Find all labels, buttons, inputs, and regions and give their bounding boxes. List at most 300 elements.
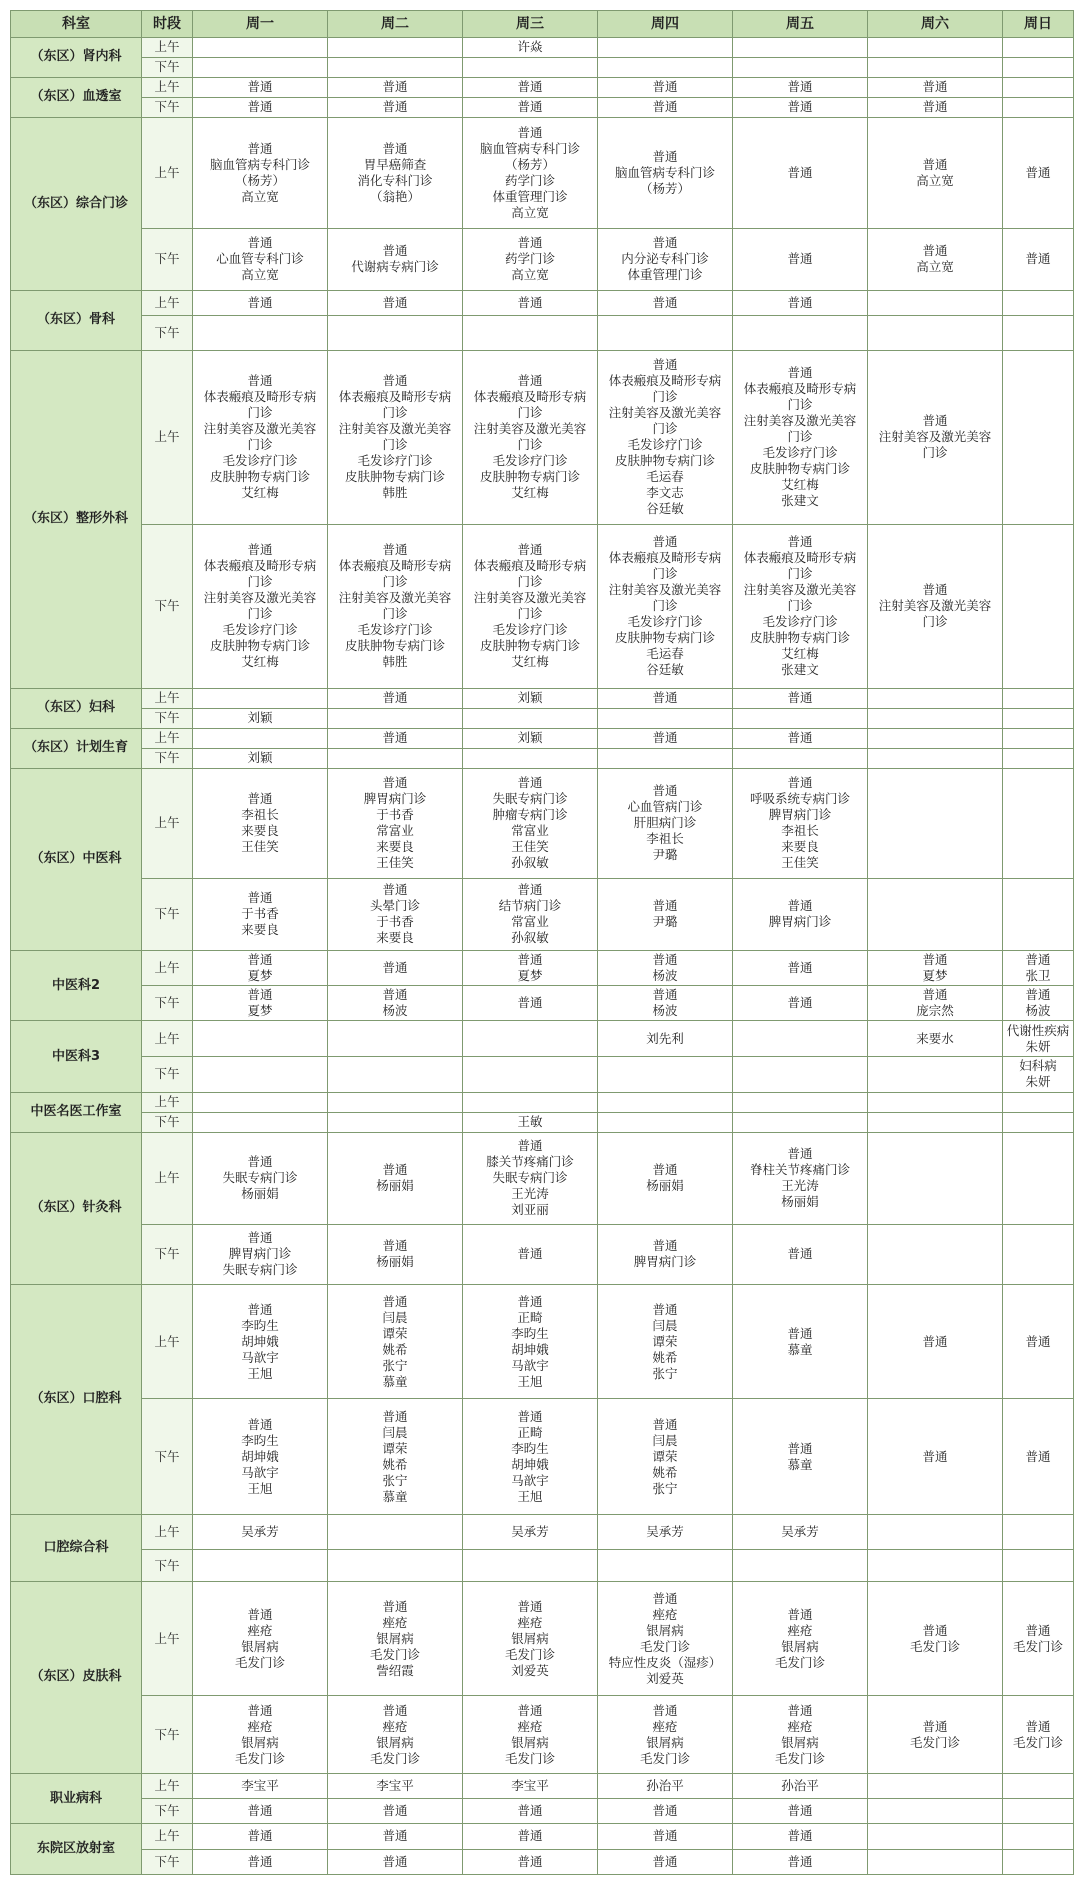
- cell-line: 李祖长: [781, 823, 819, 839]
- schedule-cell: [328, 708, 463, 728]
- cell-line: 普通: [247, 295, 273, 311]
- cell-line: 闫晨: [382, 1424, 408, 1440]
- cell-line: 普通: [652, 1416, 678, 1432]
- schedule-cell: [598, 117, 733, 228]
- table-row: [11, 290, 1074, 315]
- cell-line: 门诊: [922, 445, 948, 461]
- cell-line: 毛运春: [646, 469, 684, 485]
- schedule-cell: [463, 985, 598, 1021]
- cell-line: 刘颖: [247, 710, 273, 726]
- table-row: [11, 229, 1074, 291]
- schedule-cell: [868, 1021, 1003, 1057]
- schedule-cell: [598, 1092, 733, 1112]
- schedule-cell: [463, 1092, 598, 1112]
- cell-line: 普通: [247, 1803, 273, 1819]
- cell-line: 普通: [787, 959, 813, 975]
- cell-line: 普通: [922, 413, 948, 429]
- schedule-cell: [733, 290, 868, 315]
- table-row: [11, 1112, 1074, 1132]
- schedule-cell: [1003, 951, 1074, 986]
- schedule-cell: [733, 1284, 868, 1398]
- schedule-cell: [328, 768, 463, 878]
- cell-line: 痤疮: [652, 1718, 678, 1734]
- cell-line: 艾红梅: [241, 654, 279, 670]
- cell-line: 体表瘢痕及畸形专病: [473, 389, 587, 405]
- cell-line: 李昀生: [241, 1317, 279, 1333]
- department-name: （东区）针灸科: [11, 1132, 142, 1284]
- cell-line: 于书香: [241, 906, 279, 922]
- cell-line: 普通: [787, 1853, 813, 1869]
- cell-line: 夏梦: [517, 967, 543, 983]
- department-name: 中医名医工作室: [11, 1092, 142, 1132]
- table-row: [11, 1225, 1074, 1285]
- cell-line: 刘颖: [517, 730, 543, 746]
- cell-line: 注射美容及激光美容: [338, 421, 452, 437]
- cell-line: 吴承芳: [241, 1524, 279, 1540]
- cell-line: 张建文: [781, 493, 819, 509]
- cell-line: 注射美容及激光美容: [473, 421, 587, 437]
- cell-line: 门诊: [652, 598, 678, 614]
- cell-line: 慕童: [382, 1488, 408, 1504]
- schedule-cell: [598, 1057, 733, 1093]
- schedule-cell: [463, 38, 598, 58]
- cell-line: 皮肤肿物专病门诊: [479, 638, 580, 654]
- cell-line: 普通: [382, 1408, 408, 1424]
- cell-line: 夏梦: [922, 967, 948, 983]
- schedule-cell: [193, 1581, 328, 1695]
- schedule-cell: [733, 1399, 868, 1514]
- schedule-cell: [328, 728, 463, 748]
- cell-line: 银屑病: [511, 1734, 549, 1750]
- cell-line: 来要良: [376, 839, 414, 855]
- schedule-cell: [193, 97, 328, 117]
- cell-line: 普通: [517, 79, 543, 95]
- schedule-cell: [328, 316, 463, 351]
- schedule-cell: [868, 1799, 1003, 1824]
- schedule-cell: [733, 728, 868, 748]
- cell-line: 胃早癌筛查: [363, 156, 427, 172]
- schedule-cell: [733, 1092, 868, 1112]
- cell-line: 王光涛: [511, 1186, 549, 1202]
- period-label: 上午: [142, 77, 193, 97]
- schedule-cell: [1003, 768, 1074, 878]
- schedule-cell: [598, 688, 733, 708]
- schedule-cell: [1003, 1057, 1074, 1093]
- cell-line: 门诊: [517, 405, 543, 421]
- period-label: 上午: [142, 290, 193, 315]
- schedule-cell: [733, 350, 868, 524]
- cell-line: 普通: [247, 791, 273, 807]
- schedule-cell: [328, 951, 463, 986]
- cell-line: 吴承芳: [646, 1524, 684, 1540]
- department-name: （东区）皮肤科: [11, 1581, 142, 1773]
- cell-line: 姚希: [652, 1349, 678, 1365]
- schedule-cell: [598, 1112, 733, 1132]
- cell-line: 胡坤娥: [511, 1341, 549, 1357]
- cell-line: 普通: [382, 1238, 408, 1254]
- schedule-cell: [868, 525, 1003, 689]
- cell-line: 艾红梅: [511, 485, 549, 501]
- cell-line: 注射美容及激光美容: [743, 582, 857, 598]
- cell-line: 毛发门诊: [504, 1750, 555, 1766]
- schedule-cell: [463, 728, 598, 748]
- table-row: [11, 1799, 1074, 1824]
- cell-line: 普通: [382, 730, 408, 746]
- table-row: [11, 1284, 1074, 1398]
- cell-line: 普通: [787, 1803, 813, 1819]
- schedule-cell: [1003, 229, 1074, 291]
- schedule-cell: [328, 229, 463, 291]
- schedule-cell: [868, 1696, 1003, 1774]
- cell-line: 银屑病: [241, 1734, 279, 1750]
- cell-line: 普通: [382, 140, 408, 156]
- schedule-cell: [1003, 1550, 1074, 1581]
- schedule-cell: [598, 290, 733, 315]
- cell-line: 普通: [382, 542, 408, 558]
- period-label: 下午: [142, 878, 193, 950]
- period-label: 下午: [142, 316, 193, 351]
- cell-line: 普通: [247, 1154, 273, 1170]
- cell-line: 痤疮: [652, 1606, 678, 1622]
- schedule-cell: [193, 229, 328, 291]
- table-row: [11, 1696, 1074, 1774]
- cell-line: 普通: [517, 1408, 543, 1424]
- schedule-cell: [463, 688, 598, 708]
- schedule-cell: [598, 77, 733, 97]
- cell-line: 痤疮: [517, 1614, 543, 1630]
- cell-line: 普通: [517, 1828, 543, 1844]
- department-name: 口腔综合科: [11, 1514, 142, 1581]
- cell-line: 体重管理门诊: [627, 267, 703, 283]
- cell-line: 膝关节疼痛门诊: [486, 1154, 574, 1170]
- cell-line: 皮肤肿物专病门诊: [344, 638, 445, 654]
- schedule-cell: [733, 1057, 868, 1093]
- cell-line: 痤疮: [382, 1718, 408, 1734]
- table-row: [11, 728, 1074, 748]
- cell-line: 普通: [787, 164, 813, 180]
- cell-line: 毛发门诊: [774, 1750, 825, 1766]
- cell-line: 药学门诊: [504, 172, 555, 188]
- cell-line: 体表瘢痕及畸形专病: [203, 558, 317, 574]
- schedule-cell: [463, 77, 598, 97]
- cell-line: 杨丽娟: [781, 1194, 819, 1210]
- schedule-cell: [193, 77, 328, 97]
- department-name: （东区）口腔科: [11, 1284, 142, 1514]
- cell-line: 心血管病门诊: [627, 799, 703, 815]
- cell-line: 毛发诊疗门诊: [627, 437, 703, 453]
- schedule-cell: [463, 1284, 598, 1398]
- schedule-cell: [868, 1550, 1003, 1581]
- schedule-cell: [193, 768, 328, 878]
- cell-line: 银屑病: [241, 1638, 279, 1654]
- schedule-cell: [1003, 38, 1074, 58]
- cell-line: 普通: [652, 1238, 678, 1254]
- table-row: [11, 1774, 1074, 1799]
- schedule-cell: [328, 985, 463, 1021]
- cell-line: 门诊: [382, 437, 408, 453]
- schedule-cell: [463, 1057, 598, 1093]
- cell-line: 痤疮: [517, 1718, 543, 1734]
- cell-line: 脾胃病门诊: [768, 914, 832, 930]
- cell-line: 杨波: [652, 1003, 678, 1019]
- schedule-cell: [1003, 1824, 1074, 1849]
- table-row: [11, 1057, 1074, 1093]
- schedule-cell: [733, 1550, 868, 1581]
- cell-line: 艾红梅: [781, 646, 819, 662]
- schedule-cell: [1003, 1581, 1074, 1695]
- cell-line: 来要良: [781, 839, 819, 855]
- schedule-cell: [328, 1092, 463, 1112]
- cell-line: 张宁: [652, 1365, 678, 1381]
- cell-line: 门诊: [382, 606, 408, 622]
- cell-line: 毛发诊疗门诊: [357, 622, 433, 638]
- cell-line: 普通: [652, 1301, 678, 1317]
- cell-line: 毛发门诊: [639, 1750, 690, 1766]
- schedule-cell: [328, 1112, 463, 1132]
- schedule-cell: [1003, 1774, 1074, 1799]
- schedule-cell: [463, 57, 598, 77]
- schedule-cell: [598, 985, 733, 1021]
- cell-line: 脾胃病门诊: [363, 791, 427, 807]
- cell-line: 吴承芳: [511, 1524, 549, 1540]
- schedule-cell: [1003, 878, 1074, 950]
- cell-line: 门诊: [247, 405, 273, 421]
- table-header: [11, 11, 1074, 38]
- schedule-cell: [868, 1824, 1003, 1849]
- cell-line: 脾胃病门诊: [633, 1254, 697, 1270]
- schedule-cell: [598, 1132, 733, 1224]
- period-label: 下午: [142, 525, 193, 689]
- cell-line: 普通: [787, 251, 813, 267]
- schedule-cell: [868, 38, 1003, 58]
- cell-line: 普通: [652, 1828, 678, 1844]
- cell-line: 普通: [247, 890, 273, 906]
- table-row: [11, 1132, 1074, 1224]
- schedule-cell: [868, 728, 1003, 748]
- cell-line: 普通: [787, 1146, 813, 1162]
- cell-line: 普通: [517, 995, 543, 1011]
- schedule-cell: [1003, 985, 1074, 1021]
- table-row: [11, 985, 1074, 1021]
- cell-line: 内分泌专科门诊: [621, 251, 709, 267]
- cell-line: 艾红梅: [241, 485, 279, 501]
- schedule-cell: [193, 1057, 328, 1093]
- cell-line: 杨丽娟: [376, 1254, 414, 1270]
- schedule-cell: [193, 1399, 328, 1514]
- schedule-cell: [328, 1514, 463, 1550]
- schedule-cell: [328, 117, 463, 228]
- cell-line: 訾绍霞: [376, 1662, 414, 1678]
- cell-line: 普通: [382, 987, 408, 1003]
- cell-line: 注射美容及激光美容: [203, 590, 317, 606]
- cell-line: 韩胜: [382, 485, 408, 501]
- department-name: 中医科2: [11, 951, 142, 1021]
- table-row: [11, 38, 1074, 58]
- schedule-cell: [1003, 117, 1074, 228]
- cell-line: 艾红梅: [511, 654, 549, 670]
- schedule-cell: [463, 1696, 598, 1774]
- cell-line: 普通: [1025, 1718, 1051, 1734]
- schedule-cell: [463, 290, 598, 315]
- cell-line: 注射美容及激光美容: [743, 413, 857, 429]
- cell-line: 普通: [517, 295, 543, 311]
- schedule-cell: [1003, 1132, 1074, 1224]
- schedule-cell: [868, 1092, 1003, 1112]
- cell-line: 普通: [922, 1333, 948, 1349]
- cell-line: 毛发诊疗门诊: [222, 453, 298, 469]
- cell-line: 普通: [787, 1702, 813, 1718]
- cell-line: 普通: [1025, 1622, 1051, 1638]
- period-label: 下午: [142, 1696, 193, 1774]
- schedule-cell: [598, 951, 733, 986]
- cell-line: 王佳笑: [511, 839, 549, 855]
- schedule-cell: [598, 1550, 733, 1581]
- cell-line: 普通: [247, 140, 273, 156]
- cell-line: 胡坤娥: [241, 1333, 279, 1349]
- cell-line: 王佳笑: [241, 839, 279, 855]
- cell-line: 普通: [382, 959, 408, 975]
- cell-line: 马歆宇: [241, 1464, 279, 1480]
- schedule-cell: [598, 525, 733, 689]
- department-name: （东区）中医科: [11, 768, 142, 951]
- schedule-cell: [328, 1284, 463, 1398]
- cell-line: 普通: [247, 1828, 273, 1844]
- schedule-cell: [598, 229, 733, 291]
- table-row: [11, 1849, 1074, 1874]
- cell-line: 杨波: [1025, 1003, 1051, 1019]
- cell-line: 刘爱英: [646, 1670, 684, 1686]
- period-label: 上午: [142, 728, 193, 748]
- schedule-cell: [1003, 57, 1074, 77]
- schedule-cell: [328, 1399, 463, 1514]
- schedule-cell: [733, 77, 868, 97]
- cell-line: 皮肤肿物专病门诊: [209, 638, 310, 654]
- cell-line: 门诊: [247, 437, 273, 453]
- cell-line: 慕童: [787, 1456, 813, 1472]
- schedule-cell: [598, 1021, 733, 1057]
- cell-line: 普通: [922, 951, 948, 967]
- schedule-cell: [463, 1849, 598, 1874]
- table-row: [11, 748, 1074, 768]
- cell-line: 高立宽: [916, 259, 954, 275]
- cell-line: 普通: [517, 1803, 543, 1819]
- schedule-cell: [868, 97, 1003, 117]
- department-name: （东区）计划生育: [11, 728, 142, 768]
- schedule-cell: [328, 748, 463, 768]
- schedule-cell: [193, 1112, 328, 1132]
- cell-line: 王佳笑: [376, 855, 414, 871]
- cell-line: 王旭: [247, 1365, 273, 1381]
- period-label: 上午: [142, 1132, 193, 1224]
- table-row: [11, 1514, 1074, 1550]
- schedule-cell: [463, 1514, 598, 1550]
- cell-line: 脊柱关节疼痛门诊: [749, 1162, 850, 1178]
- cell-line: （杨芳）: [504, 156, 555, 172]
- cell-line: 失眠专病门诊: [492, 791, 568, 807]
- cell-line: 吴承芳: [781, 1524, 819, 1540]
- schedule-cell: [868, 77, 1003, 97]
- cell-line: 皮肤肿物专病门诊: [749, 630, 850, 646]
- schedule-cell: [868, 878, 1003, 950]
- schedule-cell: [193, 688, 328, 708]
- period-label: 下午: [142, 1550, 193, 1581]
- cell-line: 毛发门诊: [909, 1638, 960, 1654]
- cell-line: 普通: [382, 1803, 408, 1819]
- table-row: [11, 1581, 1074, 1695]
- cell-line: 普通: [517, 373, 543, 389]
- cell-line: 李昀生: [511, 1440, 549, 1456]
- cell-line: 姚希: [652, 1464, 678, 1480]
- cell-line: 普通: [382, 243, 408, 259]
- cell-line: 普通: [787, 365, 813, 381]
- column-header: 周五: [733, 11, 868, 38]
- period-label: 上午: [142, 688, 193, 708]
- table-row: [11, 525, 1074, 689]
- cell-line: 普通: [382, 775, 408, 791]
- cell-line: 门诊: [652, 421, 678, 437]
- cell-line: （杨芳）: [639, 180, 690, 196]
- cell-line: 胡坤娥: [511, 1456, 549, 1472]
- cell-line: 普通: [922, 987, 948, 1003]
- schedule-cell: [868, 1399, 1003, 1514]
- table-row: [11, 316, 1074, 351]
- cell-line: 体重管理门诊: [492, 188, 568, 204]
- schedule-cell: [868, 316, 1003, 351]
- schedule-cell: [193, 951, 328, 986]
- schedule-cell: [868, 1225, 1003, 1285]
- cell-line: 韩胜: [382, 654, 408, 670]
- cell-line: 银屑病: [646, 1622, 684, 1638]
- cell-line: 普通: [922, 582, 948, 598]
- cell-line: 普通: [247, 235, 273, 251]
- cell-line: 普通: [517, 235, 543, 251]
- cell-line: 普通: [382, 1293, 408, 1309]
- cell-line: 普通: [787, 99, 813, 115]
- cell-line: 银屑病: [781, 1638, 819, 1654]
- schedule-cell: [733, 38, 868, 58]
- schedule-cell: [193, 878, 328, 950]
- table-row: [11, 1021, 1074, 1057]
- cell-line: 注射美容及激光美容: [338, 590, 452, 606]
- schedule-cell: [463, 708, 598, 728]
- cell-line: 普通: [652, 99, 678, 115]
- schedule-cell: [1003, 1799, 1074, 1824]
- schedule-cell: [463, 525, 598, 689]
- schedule-cell: [1003, 728, 1074, 748]
- cell-line: 门诊: [517, 437, 543, 453]
- cell-line: 普通: [652, 898, 678, 914]
- schedule-cell: [328, 350, 463, 524]
- cell-line: 毛发诊疗门诊: [492, 453, 568, 469]
- cell-line: 谭荣: [652, 1333, 678, 1349]
- schedule-cell: [733, 951, 868, 986]
- cell-line: 普通: [787, 1440, 813, 1456]
- cell-line: 普通: [517, 882, 543, 898]
- cell-line: 普通: [652, 951, 678, 967]
- schedule-cell: [733, 1112, 868, 1132]
- cell-line: 来要良: [241, 823, 279, 839]
- column-header: 周四: [598, 11, 733, 38]
- cell-line: 普通: [382, 1853, 408, 1869]
- cell-line: 普通: [247, 542, 273, 558]
- schedule-cell: [1003, 688, 1074, 708]
- column-header: 周二: [328, 11, 463, 38]
- schedule-cell: [598, 1696, 733, 1774]
- cell-line: 普通: [247, 1230, 273, 1246]
- cell-line: 王佳笑: [781, 855, 819, 871]
- period-label: 下午: [142, 57, 193, 77]
- cell-line: 艾红梅: [781, 477, 819, 493]
